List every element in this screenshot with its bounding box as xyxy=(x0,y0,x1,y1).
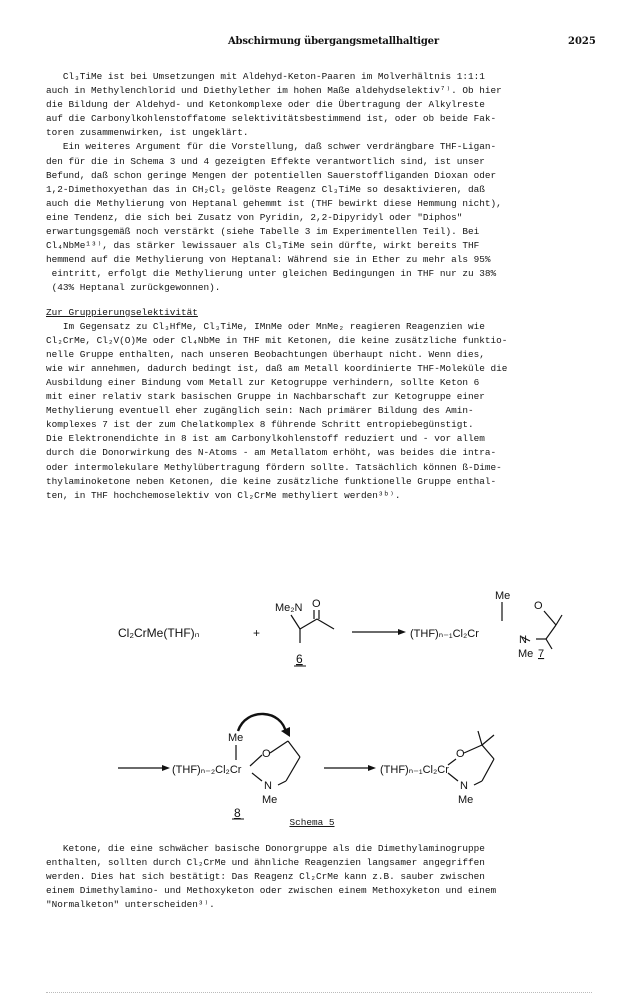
reaction-arrow-2 xyxy=(118,765,170,771)
complex-7-metal: (THF)ₙ₋₁Cl₂Cr xyxy=(410,628,479,640)
text-line: "Normalketon" unterscheiden³⁾. xyxy=(46,899,215,911)
oxygen-label-7: O xyxy=(534,600,543,612)
text-line: auch die Methylierung von Heptanal gehemmt ist (THF bewirkt diese Hemmung nicht), xyxy=(46,197,502,209)
oxygen-label-product: O xyxy=(456,748,465,760)
text-line: oder intermolekulare Methylübertragung fördern sollte. Tatsächlich können ß-Dime- xyxy=(46,461,502,473)
text-line: thylaminoketone neben Ketonen, die keine zusätzliche funktionelle Gruppe enthal- xyxy=(46,475,497,487)
section-heading: Zur Gruppierungselektivität xyxy=(46,306,198,318)
text-line: enthalten, sollten durch Cl₂CrMe und ähnliche Reagenzien langsamer angegriffen xyxy=(46,857,485,869)
text-line: wie wir annehmen, dadurch bedingt ist, daß am Metall koordinierte THF-Moleküle die xyxy=(46,362,508,374)
chelate-8-bonds xyxy=(250,741,300,785)
text-line: Cl₄NbMe¹³⁾, das stärker lewissauer als Cl₃TiMe sein dürfte, wirkt bereits THF xyxy=(46,240,480,252)
text-line: auch in Methylenchlorid und Diethylether im hohen Maße aldehydselektiv⁷⁾. Ob hier xyxy=(46,85,502,97)
page-number: 2025 xyxy=(568,36,596,47)
methyl-transfer-curved-arrow xyxy=(238,714,286,733)
nitrogen-methyls-product: Me xyxy=(458,794,474,806)
text-line: mit einer relativ stark basischen Gruppe in Nachbarschaft zur Ketogruppe einer xyxy=(46,391,485,403)
text-line: Ein weiteres Argument für die Vorstellung, daß schwer verdrängbare THF-Ligan- xyxy=(46,141,497,153)
text-line: Cl₂CrMe, Cl₂V(O)Me oder Cl₄NbMe in THF mit Ketonen, die keine zusätzliche funktio- xyxy=(46,334,508,346)
compound-7-label: 7 xyxy=(538,648,545,660)
text-line: werden. Dies hat sich bestätigt: Das Reagenz Cl₂CrMe kann z.B. sauber zwischen xyxy=(46,871,485,883)
paragraph-group-selectivity xyxy=(46,320,592,503)
plus-sign: + xyxy=(253,626,261,640)
text-line: toren zusammenwirken, ist ungeklärt. xyxy=(46,127,249,139)
text-line: 1,2-Dimethoxyethan das in CH₂Cl₂ gelöste Reagenz Cl₃TiMe so desaktivieren, daß xyxy=(46,183,485,195)
text-line: nelle Gruppe enthalten, nach unseren Beobachtungen überhaupt nicht. Wenn dies, xyxy=(46,348,485,360)
carbonyl-oxygen-label: O xyxy=(312,598,321,610)
text-line: erwartungsgemäß noch verstärkt (siehe Tabelle 3 im Experimentellen Teil). Bei xyxy=(46,226,480,238)
compound-6-label: 6 xyxy=(296,652,303,666)
methyl-label-7: Me xyxy=(495,590,511,602)
text-line: komplexes 7 ist der zum Chelatkomplex 8 führende Schritt entropiebegünstigt. xyxy=(46,419,474,431)
text-line: die Bildung der Aldehyd- und Ketonkomplexe oder die Übertragung der Alkylreste xyxy=(46,99,485,111)
text-line: eintritt, erfolgt die Methylierung unter gleichen Bedingungen in THF nur zu 38% xyxy=(46,268,497,280)
complex-8-metal: (THF)ₙ₋₂Cl₂Cr xyxy=(172,764,242,776)
reaction-arrow-1 xyxy=(352,629,406,635)
final-paragraph xyxy=(46,842,592,912)
nitrogen-methyls-8: Me xyxy=(262,794,278,806)
reaction-arrow-3 xyxy=(324,765,376,771)
paragraph-aldehyde-selectivity xyxy=(46,70,592,140)
text-line: Im Gegensatz zu Cl₃HfMe, Cl₃TiMe, IMnMe oder MnMe₂ reagieren Reagenzien wie xyxy=(46,320,485,332)
text-line: auf die Carbonylkohlenstoffatome selektivitätsbestimmend ist, oder ob beide Fak- xyxy=(46,113,497,125)
text-line: einem Dimethylamino- und Methoxyketon oder zwischen einem Methoxyketon und einem xyxy=(46,885,497,897)
nitrogen-label-7: N xyxy=(519,634,527,646)
page-header xyxy=(0,36,624,50)
complex-7-bonds xyxy=(522,611,562,649)
reagent-formula: Cl₂CrMe(THF)ₙ xyxy=(118,626,200,640)
reaction-scheme-5 xyxy=(0,585,624,825)
product-metal: (THF)ₙ₋₁Cl₂Cr xyxy=(380,764,449,776)
text-line: hemmend auf die Methylierung von Heptanal: Während sie in Ether zu mehr als 95% xyxy=(46,254,491,266)
nitrogen-label-product: N xyxy=(460,780,468,792)
dimethylamino-label: Me₂N xyxy=(275,602,303,614)
text-line: (43% Heptanal zurückgewonnen). xyxy=(46,282,221,294)
methyl-label-8: Me xyxy=(228,732,244,744)
text-line: Methylierung eventuell eher zugänglich sein: Nach primärer Bildung des Amin- xyxy=(46,405,474,417)
text-line: ten, in THF hochchemoselektiv von Cl₂CrMe methyliert werden³ᵇ⁾. xyxy=(46,489,401,501)
text-line: Die Elektronendichte in 8 ist am Carbonylkohlenstoff reduziert und - vor allem xyxy=(46,433,485,445)
text-line: Befund, daß schon geringe Mengen der potentiellen Sauerstoffliganden Dioxan oder xyxy=(46,169,497,181)
scheme-caption-text: Schema 5 xyxy=(289,817,335,828)
scheme-caption xyxy=(0,817,624,828)
oxygen-label-8: O xyxy=(262,748,271,760)
text-line: Ketone, die eine schwächer basische Donorgruppe als die Dimethylaminogruppe xyxy=(46,843,485,854)
text-line: durch die Donorwirkung des N-Atoms - am Metallatom erhöht, was beides die intra- xyxy=(46,447,497,459)
text-line: den für die in Schema 3 und 4 gezeigten Effekte verantwortlich sind, ist unser xyxy=(46,155,485,167)
ketone-6-bonds xyxy=(291,610,334,643)
nitrogen-label-8: N xyxy=(264,780,272,792)
paragraph-thf-ligands xyxy=(46,140,592,295)
scheme-drawing xyxy=(0,585,624,820)
text-line: Ausbildung einer Bindung vom Metall zur Ketogruppe verhindern, sollte Keton 6 xyxy=(46,376,480,388)
text-line: Cl₃TiMe ist bei Umsetzungen mit Aldehyd-Keton-Paaren im Molverhältnis 1:1:1 xyxy=(46,71,485,82)
running-title: Abschirmung übergangsmetallhaltiger xyxy=(228,36,439,47)
body-text xyxy=(46,70,592,503)
compound-8-label: 8 xyxy=(234,806,241,820)
product-bonds xyxy=(448,731,494,785)
text-line: eine Tendenz, die sich bei Zusatz von Pyridin, 2,2-Dipyridyl oder "Diphos" xyxy=(46,211,463,223)
nitrogen-methyls-7: Me xyxy=(518,648,534,660)
footer-rule xyxy=(46,992,592,993)
